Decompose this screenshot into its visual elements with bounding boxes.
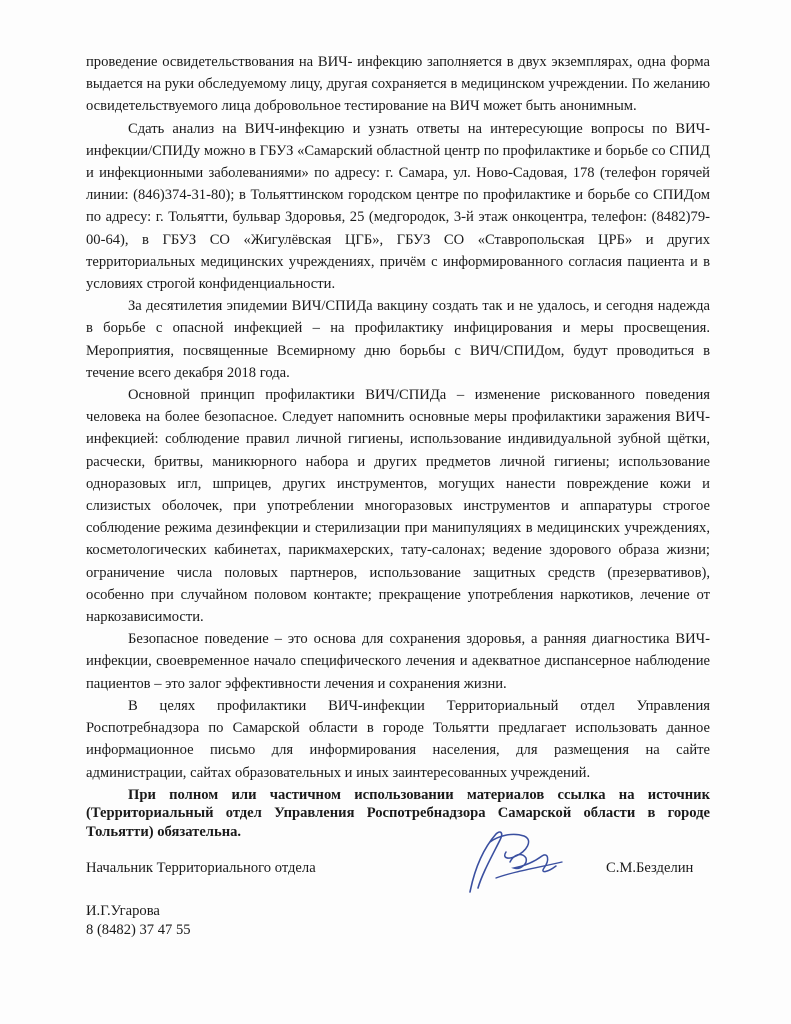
executor-phone: 8 (8482) 37 47 55 — [86, 922, 191, 938]
paragraph-continuation: проведение освидетельствования на ВИЧ- инфекцию заполняется в двух экземплярах, одна форма выдается на руки обследуемому лицу, другая сохраняется в медицинском учреждении. По желанию освидетельствуемого лица добровольное тестирование на ВИЧ может быть анонимным. — [86, 54, 710, 115]
paragraph-prevention-principle: Основной принцип профилактики ВИЧ/СПИДа – изменение рискованного поведения человека на более безопасное. Следует напомнить основные меры профилактики заражения ВИЧ-инфекцией: соблюдение правил личной гигиены, использование индивидуальной зубной щётки, расчески, бритвы, маникюрного набора и других предметов личной гигиены; использование одноразовых игл, шприцев, других инструментов, могущих нанести повреждение кожи и слизистых оболочек, при употреблении многоразовых инструментов и аппаратуры строгое соблюдение режима дезинфекции и стерилизации при манипуляциях в медицинских учреждениях, косметологических кабинетах, парикмахерских, тату-салонах; ведение здорового образа жизни; ограничение числа половых партнеров, использование защитных средств (презервативов), особенно при случайном половом контакте; прекращение употребления наркотиков, лечение от наркозависимости. — [86, 387, 710, 626]
letter-body — [86, 51, 710, 841]
executor-name: И.Г.Угарова — [86, 903, 160, 919]
citation-notice: При полном или частичном использовании материалов ссылка на источник (Территориальный отдел Управления Роспотребнадзора Самарской области в городе Тольятти) обязательна. — [86, 786, 710, 840]
paragraph-vaccine: За десятилетия эпидемии ВИЧ/СПИДа вакцину создать так и не удалось, и сегодня надежда в борьбе с опасной инфекцией – на профилактику инфицирования и меры просвещения. Мероприятия, посвященные Всемирному дню борьбы с ВИЧ/СПИДом, будут проводиться в течение всего декабря 2018 года. — [86, 298, 710, 381]
paragraph-safe-behavior: Безопасное поведение – это основа для сохранения здоровья, а ранняя диагностика ВИЧ-инфекции, своевременное начало специфического лечения и адекватное диспансерное наблюдение пациентов – это залог эффективности лечения и сохранения жизни. — [86, 631, 710, 692]
signature-block — [86, 860, 710, 884]
paragraph-testing-locations: Сдать анализ на ВИЧ-инфекцию и узнать ответы на интересующие вопросы по ВИЧ-инфекции/СПИДу можно в ГБУЗ «Самарский областной центр по профилактике и борьбе со СПИД и инфекционными заболеваниями» по адресу: г. Самара, ул. Ново-Садовая, 178 (телефон горячей линии: (846)374-31-80); в Тольяттинском городском центре по профилактике и борьбе со СПИДом по адресу: г. Тольятти, бульвар Здоровья, 25 (медгородок, 3-й этаж онкоцентра, телефон: (8482)79-00-64), в ГБУЗ СО «Жигулёвская ЦГБ», ГБУЗ СО «Ставропольская ЦРБ» и других территориальных медицинских учреждениях, причём с информированного согласия пациента и в условиях строгой конфиденциальности. — [86, 120, 710, 293]
signer-position: Начальник Территориального отдела — [86, 860, 316, 876]
executor-block — [86, 902, 191, 940]
paragraph-purpose: В целях профилактики ВИЧ-инфекции Территориальный отдел Управления Роспотребнадзора по Самарской области в городе Тольятти предлагает использовать данное информационное письмо для информирования населения, для размещения на сайте администрации, сайтах образовательных и иных заинтересованных учреждений. — [86, 697, 710, 781]
signer-name: С.М.Безделин — [606, 860, 694, 876]
